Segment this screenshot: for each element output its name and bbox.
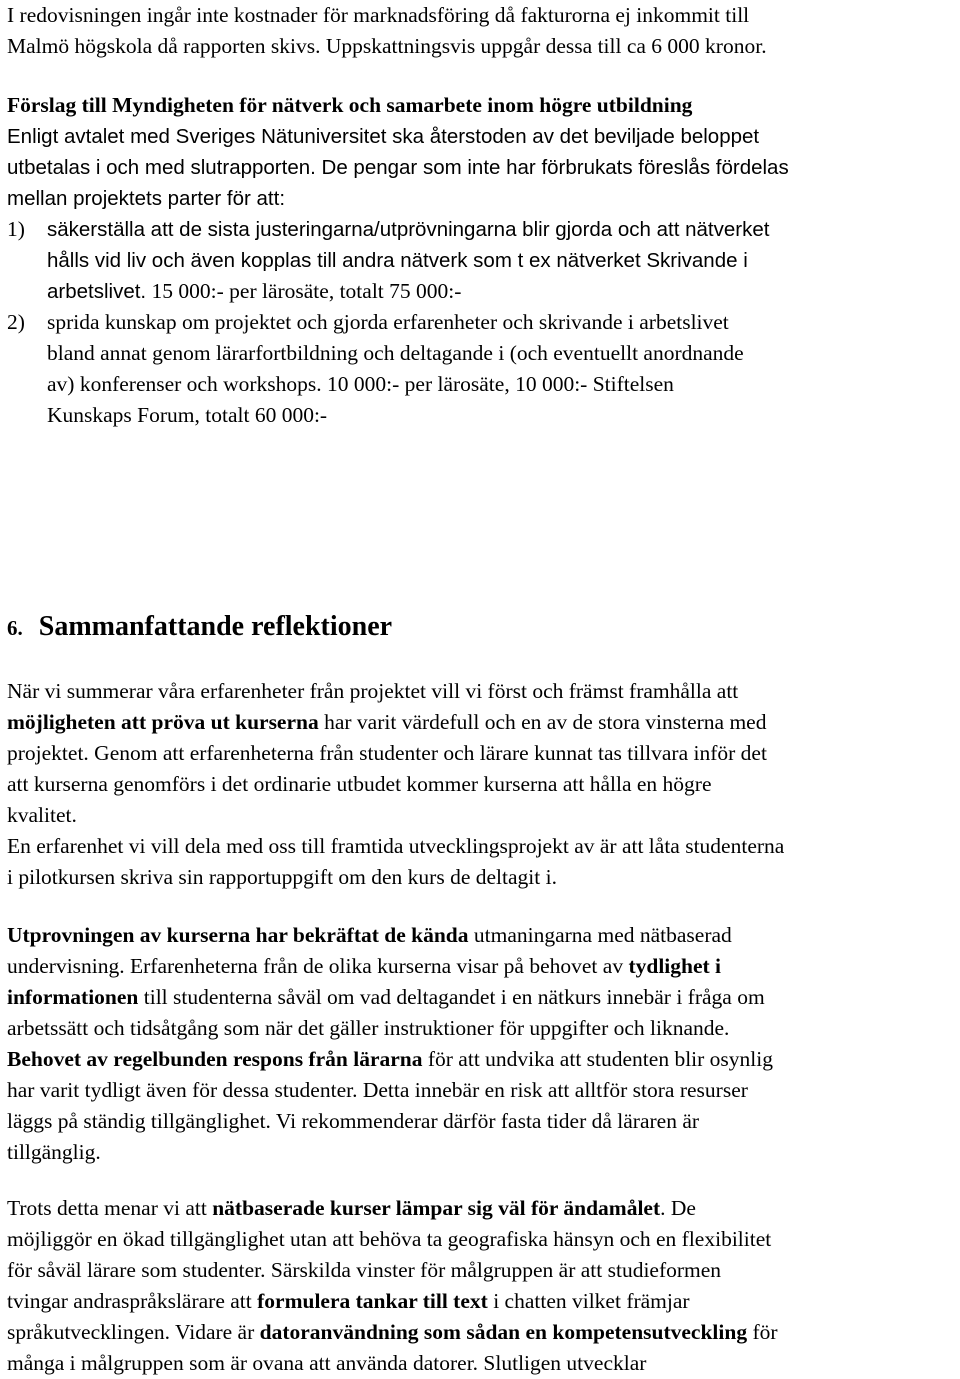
intro-paragraph — [7, 0, 955, 62]
list-number: 1) — [7, 217, 25, 241]
list-item — [7, 214, 955, 307]
text-line: Trots detta menar vi att nätbaserade kurser lämpar sig väl för ändamålet. De — [7, 1196, 696, 1220]
text-line: När vi summerar våra erfarenheter från projektet vill vi först och främst framhålla att — [7, 679, 739, 703]
list-item — [7, 307, 955, 431]
text-line: mellan projektets parter för att: — [7, 187, 286, 210]
list-item-text: sprida kunskap om projektet och gjorda erfarenheter och skrivande i arbetslivet bland annat genom lärarfortbildning och deltagande i (och eventuellt anordnande av) konferenser och workshops. 10 000:- per lärosäte, 10 000:- Stiftelsen Kunskaps Forum, totalt 60 000:- — [47, 310, 744, 427]
text-line: Enligt avtalet med Sveriges Nätuniversitet ska återstoden av det beviljade beloppet — [7, 125, 760, 148]
text-line: tvingar andraspråkslärare att formulera tankar till text i chatten vilket främjar — [7, 1289, 690, 1313]
text-line: Behovet av regelbunden respons från lärarna för att undvika att studenten blir osynlig — [7, 1047, 773, 1071]
text-line: utbetalas i och med slutrapporten. De pengar som inte har förbrukats föreslås fördelas — [7, 156, 789, 179]
text-line: informationen till studenterna såväl om vad deltagandet i en nätkurs innebär i fråga om — [7, 985, 765, 1009]
text-line: Utprovningen av kurserna har bekräftat de kända utmaningarna med nätbaserad — [7, 923, 732, 947]
reflection-paragraph-2 — [7, 920, 955, 1168]
section-number: 6. — [7, 616, 23, 640]
text-line: att kurserna genomförs i det ordinarie utbudet kommer kurserna att hålla en högre — [7, 772, 712, 796]
text-line: projektet. Genom att erfarenheterna från studenter och lärare kunnat tas tillvara inför det — [7, 741, 767, 765]
text-line: tillgänglig. — [7, 1140, 101, 1164]
text-line: möjligheten att pröva ut kurserna har varit värdefull och en av de stora vinsterna med — [7, 710, 767, 734]
reflection-paragraph-1 — [7, 676, 955, 893]
text-line: många i målgruppen som är ovana att använda datorer. Slutligen utvecklar — [7, 1351, 647, 1375]
section-heading — [7, 610, 955, 645]
text-line: läggs på ständig tillgänglighet. Vi rekommenderar därför fasta tider då läraren är — [7, 1109, 700, 1133]
text-line: I redovisningen ingår inte kostnader för marknadsföring då fakturorna ej inkommit till — [7, 3, 750, 27]
text-line: har varit tydligt även för dessa studenter. Detta innebär en risk att alltför stora resurser — [7, 1078, 748, 1102]
text-line: språkutvecklingen. Vidare är datoranvändning som sådan en kompetensutveckling för — [7, 1320, 778, 1344]
section-title: Sammanfattande reflektioner — [38, 611, 393, 642]
text-line: arbetssätt och tidsåtgång som när det gäller instruktioner för uppgifter och liknande. — [7, 1016, 730, 1040]
text-line: kvalitet. — [7, 803, 77, 827]
reflection-paragraph-3 — [7, 1193, 955, 1379]
text-line: Malmö högskola då rapporten skivs. Uppskattningsvis uppgår dessa till ca 6 000 kronor. — [7, 34, 767, 58]
text-line: för såväl lärare som studenter. Särskilda vinster för målgruppen är att studieformen — [7, 1258, 722, 1282]
list-item-text: säkerställa att de sista justeringarna/utprövningarna blir gjorda och att nätverket hålls vid liv och även kopplas till andra nätverk som t ex nätverket Skrivande i arbetslivet. 15 000:- per lärosäte, totalt 75 000:- — [47, 218, 770, 303]
text-line: En erfarenhet vi vill dela med oss till framtida utvecklingsprojekt av är att låta studenterna — [7, 834, 785, 858]
list-number: 2) — [7, 310, 25, 334]
text-line: undervisning. Erfarenheterna från de olika kurserna visar på behovet av tydlighet i — [7, 954, 722, 978]
text-line: i pilotkursen skriva sin rapportuppgift om den kurs de deltagit i. — [7, 865, 557, 889]
proposal-heading: Förslag till Myndigheten för nätverk och samarbete inom högre utbildning — [7, 93, 693, 117]
proposal-section — [7, 90, 955, 431]
text-line: möjliggör en ökad tillgänglighet utan att behöva ta geografiska hänsyn och en flexibilitet — [7, 1227, 772, 1251]
